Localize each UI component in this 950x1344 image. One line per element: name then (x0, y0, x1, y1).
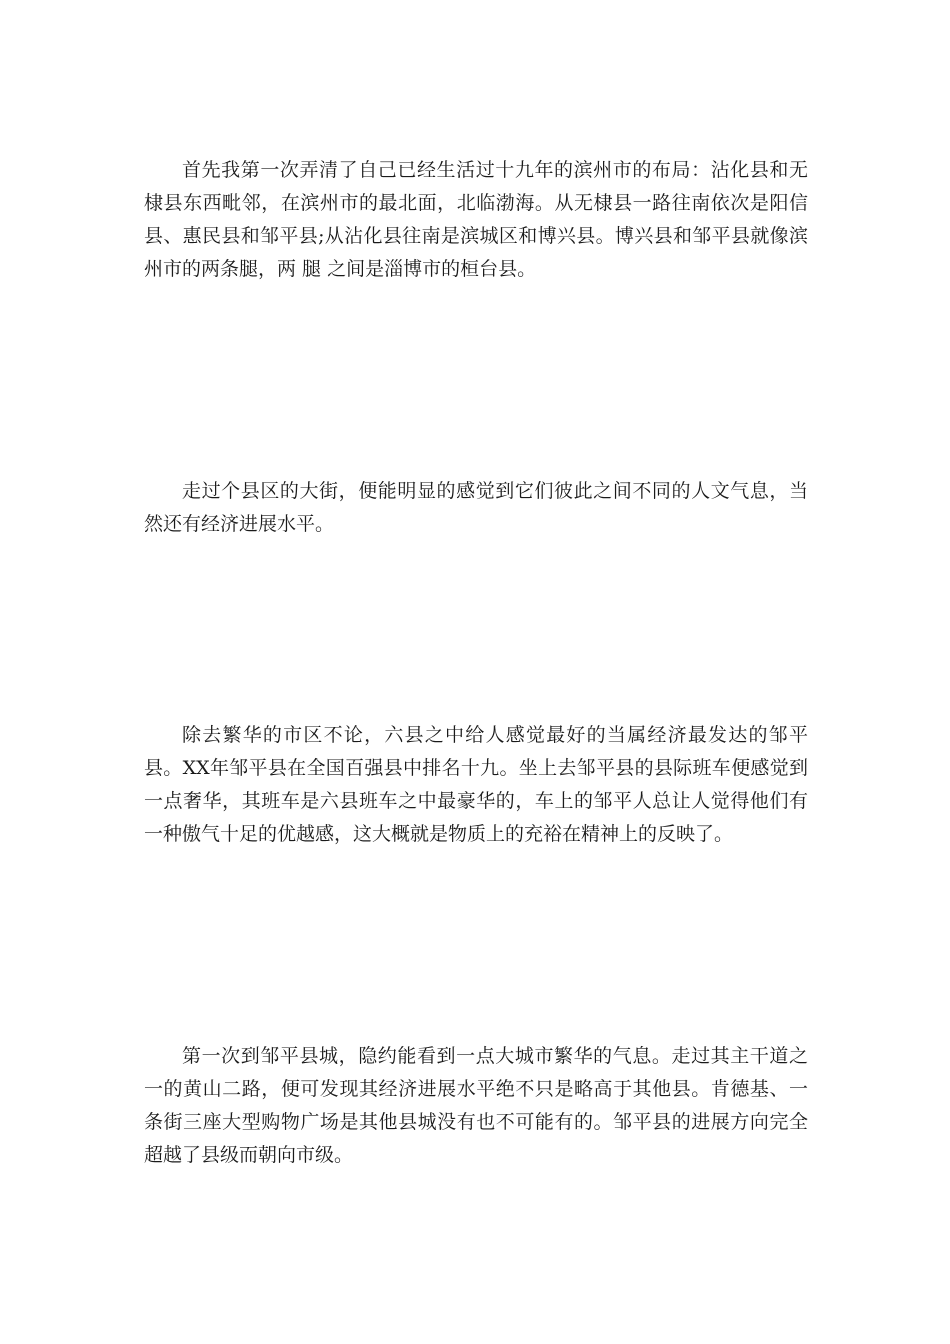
paragraph-county-streets: 走过个县区的大街，便能明显的感觉到它们彼此之间不同的人文气息，当然还有经济进展水平。 (144, 480, 808, 535)
paragraph-zouping-city: 第一次到邹平县城，隐约能看到一点大城市繁华的气息。走过其主干道之一的黄山二路，便可发现其经济进展水平绝不只是略高于其他县。肯德基、一条街三座大型购物广场是其他县城没有也不可能有的。邹平县的进展方向完全超越了县级而朝向市级。 (144, 1045, 808, 1166)
paragraph-zouping-economy: 除去繁华的市区不论，六县之中给人感觉最好的当属经济最发达的邹平县。XX年邹平县在全国百强县中排名十九。坐上去邹平县的县际班车便感觉到一点奢华，其班车是六县班车之中最豪华的，车上的邹平人总让人觉得他们有一种傲气十足的优越感，这大概就是物质上的充裕在精神上的反映了。 (144, 724, 808, 845)
paragraph-binzhou-layout: 首先我第一次弄清了自己已经生活过十九年的滨州市的布局：沾化县和无棣县东西毗邻，在滨州市的最北面，北临渤海。从无棣县一路往南依次是阳信县、惠民县和邹平县;从沾化县往南是滨城区和博兴县。博兴县和邹平县就像滨州市的两条腿，两 腿 之间是淄博市的桓台县。 (144, 159, 808, 280)
